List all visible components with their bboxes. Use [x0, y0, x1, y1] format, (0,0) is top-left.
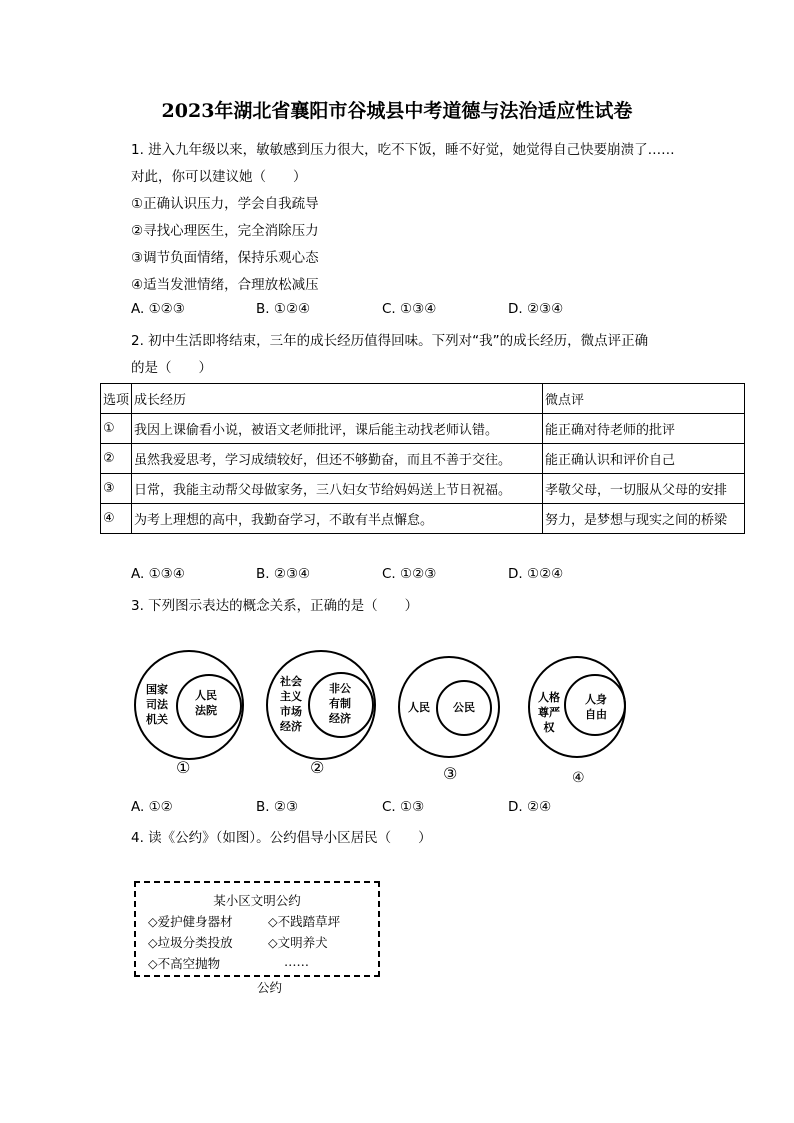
q3-option-c[interactable]: C. ①③: [382, 799, 425, 815]
q1-item-3: ③调节负面情绪，保持乐观心态: [131, 250, 319, 266]
q1-item-4: ④适当发泄情绪，合理放松减压: [131, 277, 319, 293]
outer-label: 国家 司法 机关: [146, 683, 168, 726]
table-row: [101, 474, 745, 504]
outer-label: 人民: [408, 701, 430, 714]
inner-label: 公民: [453, 701, 475, 714]
row-experience: 虽然我爱思考，学习成绩较好，但还不够勤奋，而且不善于交往。: [132, 444, 543, 474]
row-mark: ①: [101, 414, 132, 444]
q1-stem-line1: 1. 进入九年级以来，敏敏感到压力很大，吃不下饭，睡不好觉，她觉得自己快要崩溃了……: [131, 142, 675, 158]
row-mark: ②: [101, 444, 132, 474]
q2-option-c[interactable]: C. ①②③: [382, 566, 437, 582]
inner-label: 人身 自由: [585, 693, 607, 721]
q1-item-1: ①正确认识压力，学会自我疏导: [131, 196, 319, 212]
q3-stem: 3. 下列图示表达的概念关系，正确的是（ ）: [131, 598, 419, 614]
header-comment: 微点评: [543, 384, 745, 414]
notice-item: ◇文明养犬: [268, 935, 328, 950]
notice-title: 某小区文明公约: [213, 893, 301, 908]
row-comment: 孝敬父母，一切服从父母的安排: [543, 474, 745, 504]
header-option: 选项: [101, 384, 132, 414]
q3-figure-1: [134, 650, 244, 765]
q3-figure-4: [528, 656, 632, 768]
table-row: [101, 414, 745, 444]
q1-stem-line2: 对此，你可以建议她（ ）: [131, 169, 307, 185]
q3-option-b[interactable]: B. ②③: [256, 799, 299, 815]
page-title: 2023年湖北省襄阳市谷城县中考道德与法治适应性试卷: [161, 100, 633, 122]
q3-figure-2: [266, 650, 376, 765]
notice-ellipsis: ……: [284, 954, 309, 969]
q2-option-d[interactable]: D. ①②④: [508, 566, 564, 582]
row-experience: 为考上理想的高中，我勤奋学习，不敢有半点懈怠。: [132, 504, 543, 534]
table-row: [101, 444, 745, 474]
q3-figure-3-label: ③: [443, 764, 458, 783]
inner-label: 人民 法院: [195, 689, 217, 717]
row-comment: 能正确对待老师的批评: [543, 414, 745, 444]
q2-stem-line1: 2. 初中生活即将结束，三年的成长经历值得回味。下列对“我”的成长经历，微点评正确: [131, 333, 649, 349]
q2-table: [100, 383, 745, 534]
q2-option-b[interactable]: B. ②③④: [256, 566, 311, 582]
convention-notice: [134, 881, 380, 977]
row-experience: 我因上课偷看小说，被语文老师批评，课后能主动找老师认错。: [132, 414, 543, 444]
outer-label: 社会 主义 市场 经济: [280, 675, 302, 733]
header-experience: 成长经历: [132, 384, 543, 414]
q3-figure-2-label: ②: [310, 758, 325, 777]
table-row: [101, 504, 745, 534]
inner-label: 非公 有制 经济: [329, 682, 351, 725]
q3-figure-1-label: ①: [176, 758, 191, 777]
row-mark: ③: [101, 474, 132, 504]
row-comment: 努力，是梦想与现实之间的桥梁: [543, 504, 745, 534]
q3-figure-3: [398, 656, 502, 768]
q1-option-d[interactable]: D. ②③④: [508, 301, 564, 317]
row-experience: 日常，我能主动帮父母做家务，三八妇女节给妈妈送上节日祝福。: [132, 474, 543, 504]
notice-caption: 公约: [257, 980, 283, 995]
notice-item: ◇爱护健身器材: [148, 914, 233, 929]
row-mark: ④: [101, 504, 132, 534]
q4-stem: 4. 读《公约》（如图）。公约倡导小区居民（ ）: [131, 830, 432, 846]
notice-item: ◇不践踏草坪: [268, 914, 341, 929]
table-header-row: [101, 384, 745, 414]
q3-option-a[interactable]: A. ①②: [131, 799, 173, 815]
q3-figure-4-label: ④: [572, 770, 585, 786]
q3-option-d[interactable]: D. ②④: [508, 799, 552, 815]
notice-item: ◇不高空抛物: [148, 956, 221, 971]
q1-option-a[interactable]: A. ①②③: [131, 301, 185, 317]
row-comment: 能正确认识和评价自己: [543, 444, 745, 474]
q1-item-2: ②寻找心理医生，完全消除压力: [131, 223, 319, 239]
q2-option-a[interactable]: A. ①③④: [131, 566, 185, 582]
q2-stem-line2: 的是（ ）: [131, 360, 212, 376]
q1-option-b[interactable]: B. ①②④: [256, 301, 311, 317]
outer-label: 人格 尊严 权: [538, 691, 560, 734]
notice-item: ◇垃圾分类投放: [148, 935, 233, 950]
q1-option-c[interactable]: C. ①③④: [382, 301, 437, 317]
